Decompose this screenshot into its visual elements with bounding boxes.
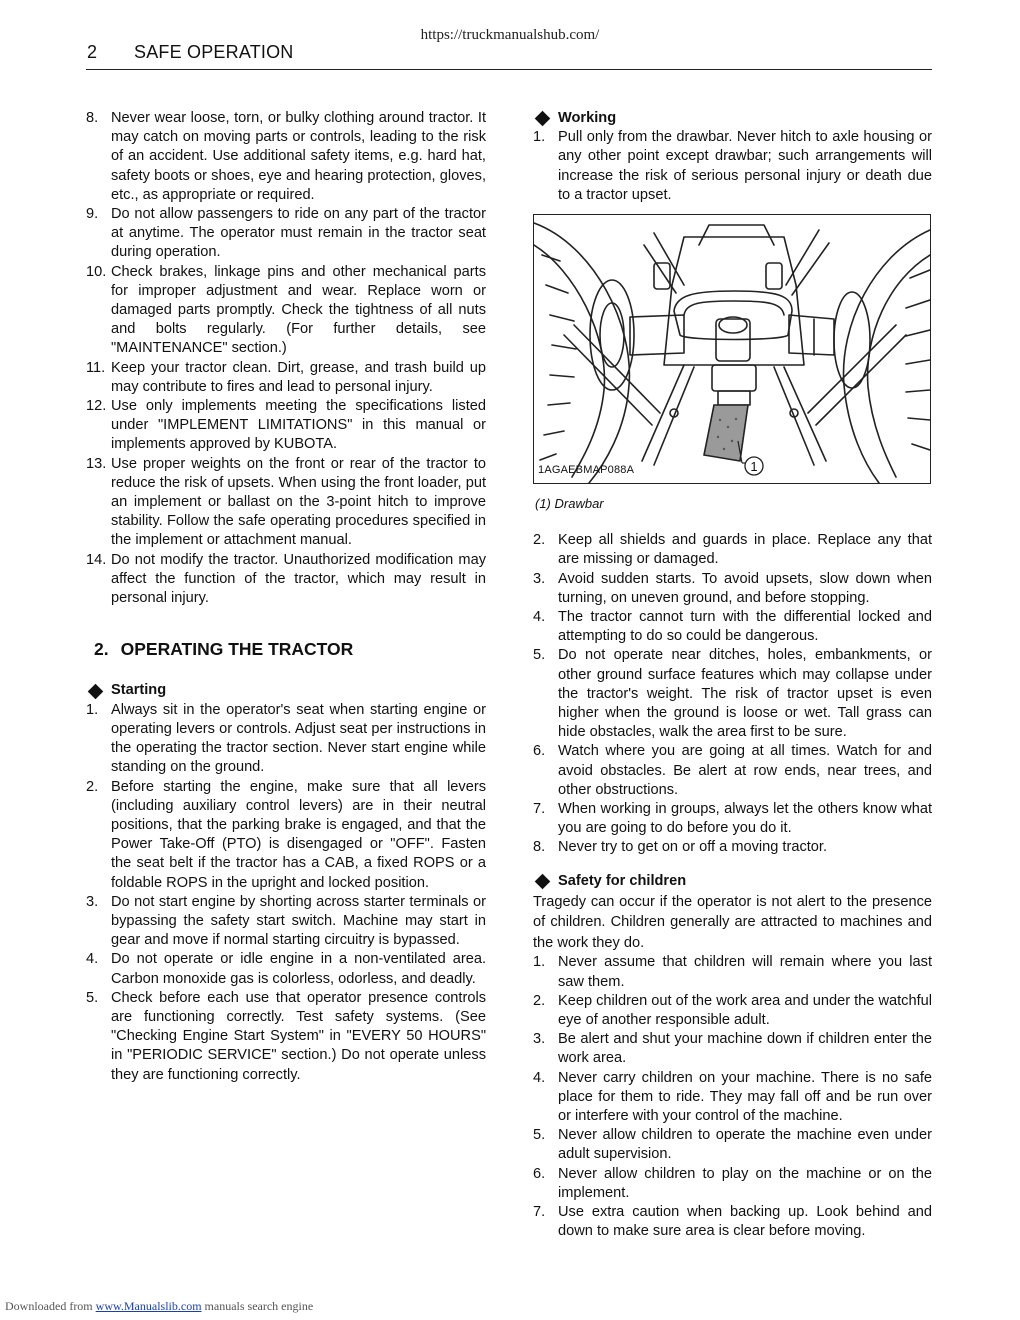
list-item-text: Keep all shields and guards in place. Replace any that are missing or damaged. (558, 532, 932, 568)
list-item-number: 6. (533, 1165, 546, 1182)
list-item (533, 646, 932, 742)
list-item (86, 778, 486, 893)
list-item (86, 109, 486, 205)
right-wheel-hub (834, 292, 870, 388)
list-item-text: Keep children out of the work area and under the watchful eye of another responsible adult. (558, 992, 933, 1028)
section-heading-title: OPERATING THE TRACTOR (120, 639, 354, 660)
list-item (86, 989, 486, 1085)
children-title: Safety for children (558, 872, 687, 889)
source-url: https://truckmanualshub.com/ (420, 27, 600, 43)
list-item-number: 8. (533, 839, 546, 856)
list-item-text: Do not modify the tractor. Unauthorized modification may affect the function of the tractor, which may result in personal injury. (111, 551, 486, 607)
list-item-text: Use only implements meeting the specifications listed under "IMPLEMENT LIMITATIONS" in this manual or implements approved by KUBOTA. (111, 398, 486, 453)
list-item (533, 128, 932, 205)
list-item-number: 2. (533, 532, 546, 549)
diamond-bullet-icon (535, 873, 551, 889)
callout-number: 1 (750, 459, 758, 475)
list-item-text: Do not allow passengers to ride on any part of the tractor at anytime. The operator must remain in the tractor seat during operation. (111, 206, 486, 261)
list-item-text: Never try to get on or off a moving tractor. (558, 839, 828, 856)
manualslib-link[interactable]: www.Manualslib.com (95, 1299, 202, 1313)
list-item-text: Watch where you are going at all times. Watch for and avoid obstacles. Be alert at row ends, near trees, and other obstructions. (558, 743, 932, 798)
list-item (533, 953, 932, 991)
drawbar-drawing (534, 215, 930, 483)
list-item-number: 3. (533, 570, 546, 587)
figure-code: 1AGAEBMAP088A (538, 463, 635, 476)
section-heading (94, 640, 486, 659)
starting-list (86, 701, 486, 1085)
footer-suffix: manuals search engine (204, 1299, 314, 1313)
list-item (533, 531, 932, 569)
list-item-text: Use extra caution when backing up. Look behind and down to make sure area is clear before moving. (558, 1204, 932, 1240)
list-item-text: Use proper weights on the front or rear of the tractor to reduce the risk of upsets. When using the front loader, put an implement or ballast on the 3-point hitch to improve stability. Follow the safe operating procedures specified in the implement or attachment manual. (111, 455, 486, 549)
children-intro: Tragedy can occur if the operator is not alert to the presence of children. Children generally are attracted to machines and the work they do. (533, 893, 932, 951)
list-item-number: 2. (533, 992, 546, 1009)
list-item-number: 11. (86, 359, 106, 376)
children-list (533, 953, 932, 1241)
page-number: 2 (87, 42, 98, 62)
left-column (86, 109, 486, 1085)
working-subheading (533, 109, 932, 128)
list-item-number: 4. (533, 609, 546, 626)
list-item-number: 4. (86, 951, 99, 968)
list-item-text: Never allow children to play on the machine or on the implement. (558, 1165, 932, 1201)
list-item (533, 800, 932, 838)
list-item-number: 1. (86, 701, 99, 718)
list-item-number: 5. (533, 1127, 546, 1144)
list-item-text: Never allow children to operate the machine even under adult supervision. (558, 1127, 932, 1163)
lower-link-left (642, 365, 694, 465)
list-item-text: Do not operate near ditches, holes, embankments, or other ground surface features which may collapse under the tractor's weight. The risk of tractor upset is even higher when the ground is loose or wet. Tall grass can hide obstacles, walk the area first to be sure. (558, 647, 932, 741)
list-item-number: 3. (533, 1031, 546, 1048)
list-item-number: 4. (533, 1069, 546, 1086)
list-item-number: 10. (86, 263, 107, 280)
drawbar-illustration (533, 214, 931, 484)
list-item-text: Check before each use that operator presence controls are functioning correctly. Test safety systems. (See "Checking Engine Start System" in "EVERY 50 HOURS" in "PERIODIC SERVICE" section.) Do not operate unless they are functioning correctly. (111, 989, 486, 1083)
list-item-text: Never wear loose, torn, or bulky clothing around tractor. It may catch on moving parts or controls, leading to the risk of an accident. Use additional safety items, e.g. hard hat, safety boots or shoes, eye and hearing protection, gloves, etc., as appropriate or required. (111, 110, 486, 203)
list-item-number: 12. (86, 398, 107, 415)
list-item (533, 1030, 932, 1068)
working-list-first (533, 128, 932, 205)
section-heading-number: 2. (94, 639, 109, 660)
list-item-text: Check brakes, linkage pins and other mechanical parts for improper adjustment and wear. Replace worn or damaged parts promptly. Check the tightness of all nuts and bolts regularly. (For further details, see "MAINTENANCE" section.) (111, 263, 486, 357)
list-item (533, 570, 932, 608)
list-item (86, 551, 486, 609)
list-item (86, 205, 486, 263)
list-item (533, 838, 932, 857)
figure-caption: (1) Drawbar (535, 496, 604, 512)
list-item-text: Do not start engine by shorting across starter terminals or bypassing the safety start switch. Machine may start in gear and move if normal starting circuitry is bypassed. (111, 893, 486, 949)
list-item-number: 5. (86, 989, 99, 1006)
list-item (86, 455, 486, 551)
list-item (86, 701, 486, 778)
list-item-number: 3. (86, 893, 99, 910)
list-item (533, 608, 932, 646)
list-item-text: When working in groups, always let the others know what you are going to do before you do it. (558, 801, 932, 837)
list-item-text: Keep your tractor clean. Dirt, grease, and trash build up may contribute to fires and lead to personal injury. (111, 359, 486, 395)
list-item-text: Avoid sudden starts. To avoid upsets, slow down when turning, on uneven ground, and before stopping. (558, 570, 932, 606)
right-column (533, 109, 932, 1241)
diamond-bullet-icon (535, 111, 551, 127)
list-item (86, 397, 486, 455)
list-item-number: 9. (86, 206, 99, 223)
list-item-number: 8. (86, 110, 99, 126)
list-item-number: 7. (533, 1204, 546, 1221)
list-item-text: Pull only from the drawbar. Never hitch to axle housing or any other point except drawbar; such arrangements will increase the risk of serious personal injury or death due to a tractor upset. (558, 129, 932, 203)
starting-title: Starting (111, 682, 167, 699)
list-item-number: 13. (86, 455, 107, 472)
list-item (533, 992, 932, 1030)
children-subheading (533, 872, 932, 891)
list-item-number: 1. (533, 954, 546, 971)
list-item-text: Never carry children on your machine. There is no safe place for them to ride. They may fall off and be run over or interfere with your control of the machine. (558, 1069, 932, 1124)
working-title: Working (558, 110, 617, 126)
list-item (533, 1203, 932, 1241)
list-item (86, 950, 486, 988)
footer-prefix: Downloaded from (5, 1299, 93, 1313)
list-item (86, 263, 486, 359)
list-item (533, 1165, 932, 1203)
list-item-number: 5. (533, 647, 546, 664)
list-item-text: Be alert and shut your machine down if children enter the work area. (558, 1031, 932, 1067)
list-item-number: 1. (533, 129, 546, 146)
safety-list-continued (86, 109, 486, 608)
drawbar (704, 405, 748, 461)
list-item (533, 1069, 932, 1127)
list-item-number: 7. (533, 801, 546, 818)
list-item-number: 14. (86, 551, 107, 568)
list-item-text: Before starting the engine, make sure that all levers (including auxiliary control levers) are in their neutral positions, that the parking brake is engaged, and that the Power Take-Off (PTO) is disengaged or "OFF". Fasten the seat belt if the tractor has a CAB, a fixed ROPS or a foldable ROPS in the upright and locked position. (111, 778, 486, 891)
download-footer (5, 1299, 313, 1314)
section-title: SAFE OPERATION (134, 42, 294, 62)
list-item-number: 6. (533, 743, 546, 760)
lower-link-right (774, 367, 826, 465)
starting-subheading (86, 681, 486, 700)
working-list-rest (533, 531, 932, 857)
list-item-text: Do not operate or idle engine in a non-ventilated area. Carbon monoxide gas is colorless, odorless, and deadly. (111, 951, 486, 987)
list-item (86, 893, 486, 951)
list-item-text: Never assume that children will remain where you last saw them. (558, 954, 932, 990)
list-item (86, 359, 486, 397)
list-item (533, 742, 932, 800)
list-item-text: The tractor cannot turn with the differential locked and attempting to do so could be dangerous. (558, 609, 932, 645)
list-item-text: Always sit in the operator's seat when starting engine or operating levers or controls. Adjust seat per instructions in the operating the tractor section. Never start engine while standing on the ground. (111, 701, 486, 776)
left-wheel-hub (590, 280, 634, 390)
diamond-bullet-icon (88, 683, 104, 699)
list-item-number: 2. (86, 778, 99, 795)
header-rule (86, 69, 932, 70)
list-item (533, 1126, 932, 1164)
